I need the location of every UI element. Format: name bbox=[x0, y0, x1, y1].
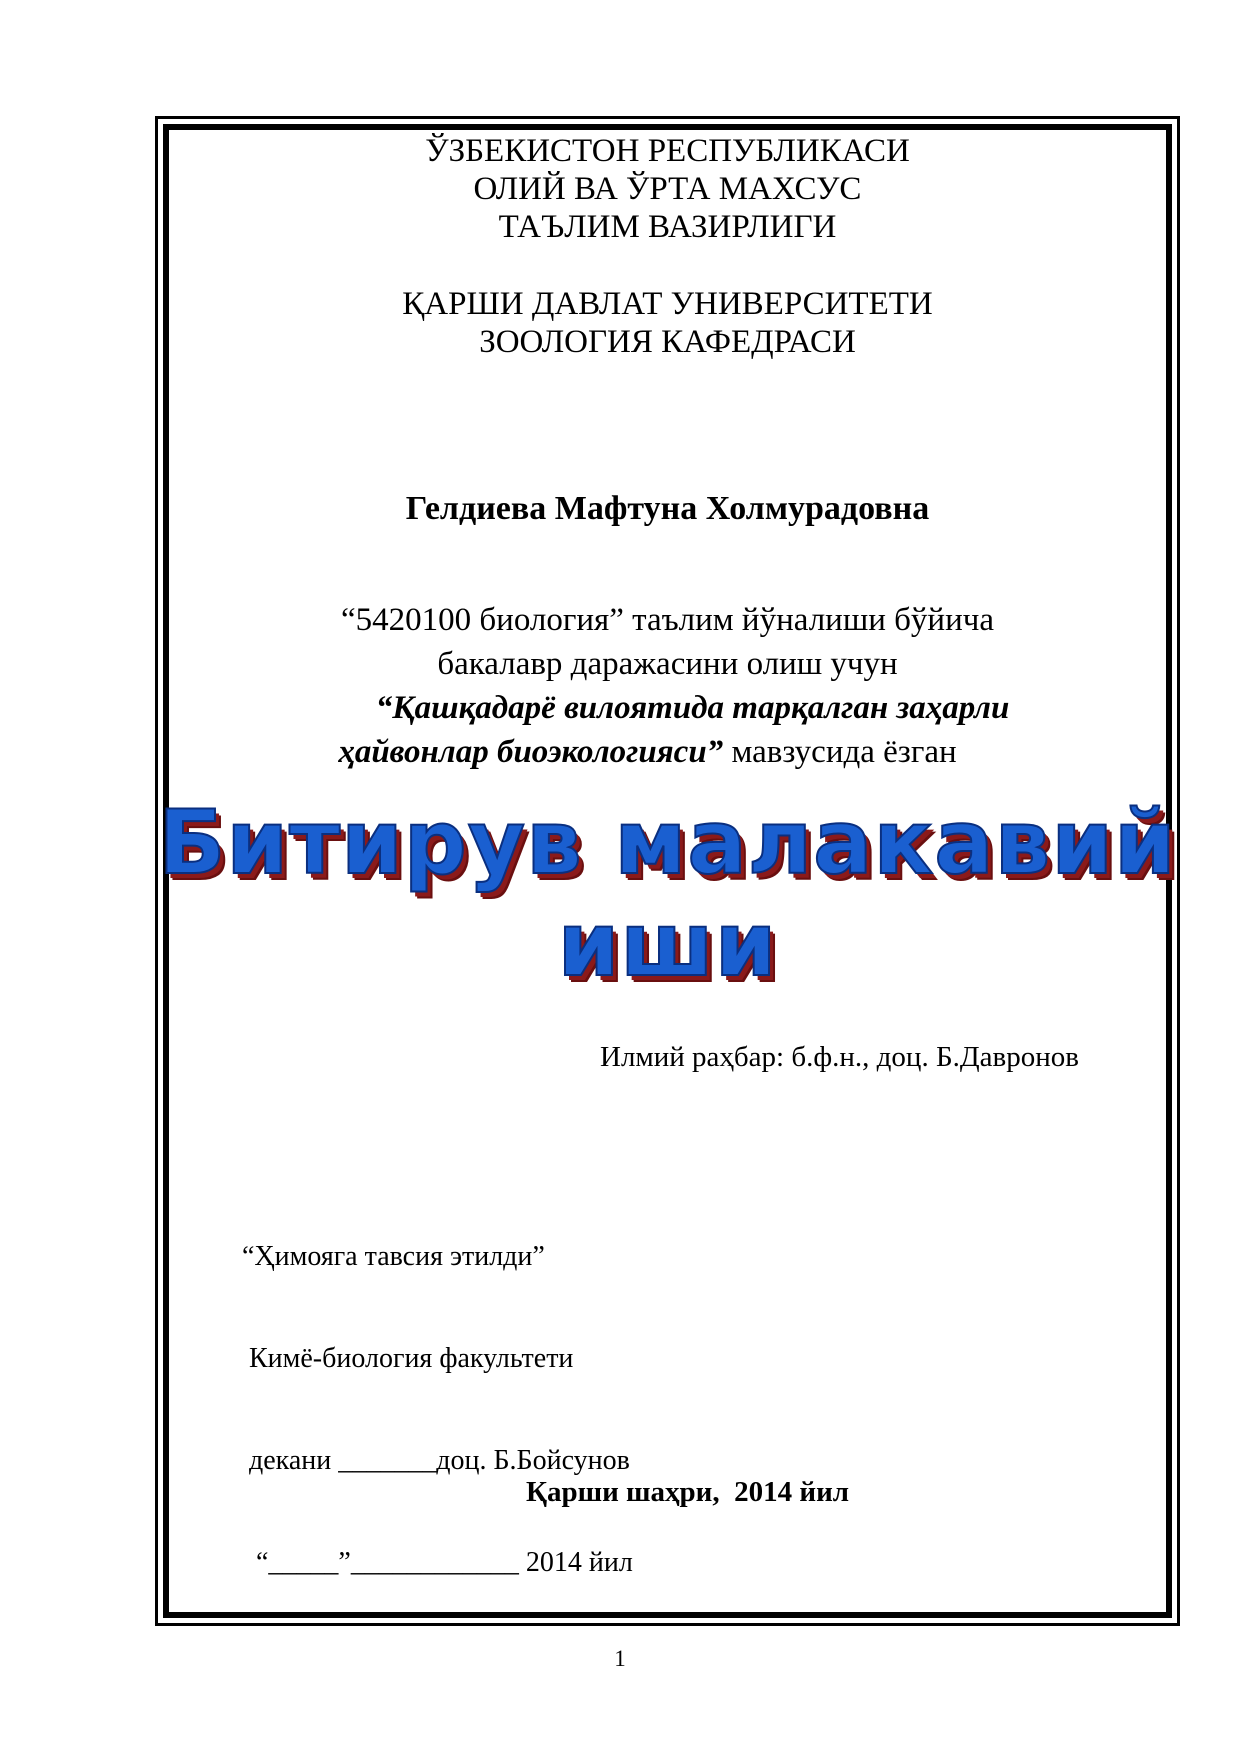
approval-block bbox=[242, 1172, 633, 1614]
purpose-line-2: бакалавр даражасини олиш учун bbox=[437, 646, 898, 682]
topic-line-2-row bbox=[165, 730, 1170, 774]
approval-line-3: декани _______доц. Б.Бойсунов bbox=[242, 1445, 630, 1476]
city-year: Қарши шаҳри, 2014 йил bbox=[525, 1476, 850, 1508]
work-title bbox=[155, 792, 1180, 996]
topic-line-2: ҳайвонлар биоэкологияси” bbox=[338, 734, 724, 770]
purpose-line-1: “5420100 биология” таълим йўналиши бўйича bbox=[340, 602, 994, 638]
university-name: ҚАРШИ ДАВЛАТ УНИВЕРСИТЕТИ bbox=[402, 286, 933, 322]
approval-line-2: Кимё-биология факультети bbox=[242, 1343, 574, 1374]
author-name: Гелдиева Мафтуна Холмурадовна bbox=[405, 490, 930, 527]
ministry-line-2: ОЛИЙ ВА ЎРТА МАХСУС bbox=[473, 171, 862, 207]
work-title-line-2: иши bbox=[557, 893, 778, 996]
thesis-purpose bbox=[165, 598, 1170, 774]
ministry-header bbox=[165, 132, 1170, 246]
page-number: 1 bbox=[614, 1646, 626, 1671]
department-name: ЗООЛОГИЯ КАФЕДРАСИ bbox=[479, 324, 856, 360]
university-header bbox=[165, 285, 1170, 361]
topic-suffix: мавзусида ёзган bbox=[723, 734, 957, 770]
approval-line-1: “Ҳимояга тавсия этилди” bbox=[242, 1241, 545, 1272]
scientific-advisor: Илмий раҳбар: б.ф.н., доц. Б.Давронов bbox=[600, 1041, 1079, 1073]
work-title-line-1: Битирув малакавий bbox=[158, 791, 1177, 894]
topic-line-1: “Қашқадарё вилоятида тарқалган заҳарли bbox=[375, 690, 1010, 726]
approval-line-4: “_____”____________ 2014 йил bbox=[242, 1547, 633, 1578]
ministry-line-3: ТАЪЛИМ ВАЗИРЛИГИ bbox=[498, 209, 837, 245]
ministry-line-1: ЎЗБЕКИСТОН РЕСПУБЛИКАСИ bbox=[425, 133, 910, 169]
